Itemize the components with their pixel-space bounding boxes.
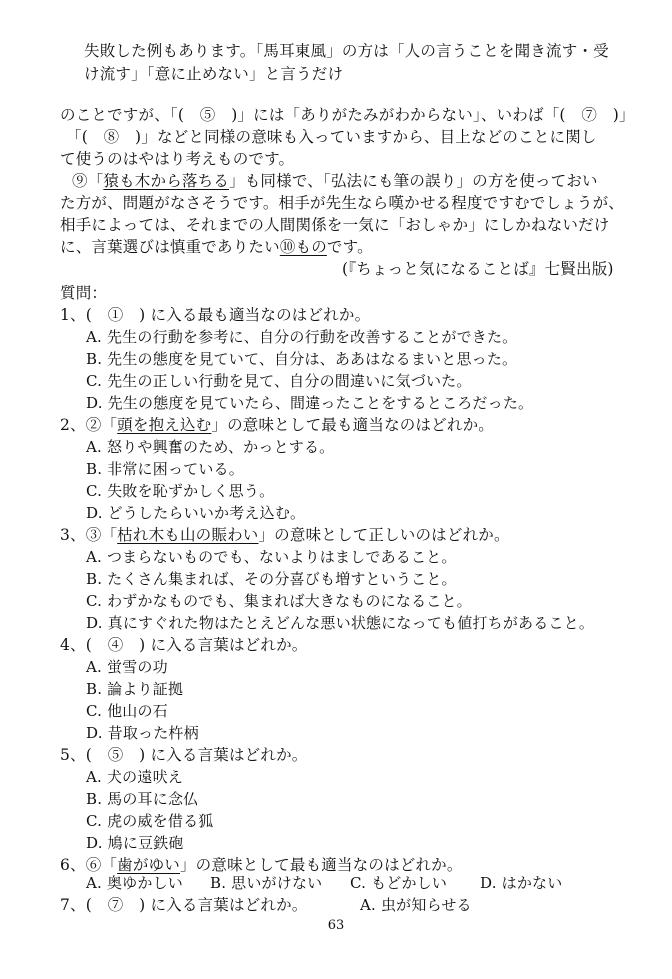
- question-5-stem: 5、( ⑤ ) に入る言葉はどれか。: [60, 746, 308, 764]
- passage-line-6-pre: ⑨「: [72, 172, 104, 190]
- question-1-stem: 1、( ① ) に入る最も適当なのはどれか。: [60, 306, 371, 324]
- passage-line-3: のことですが、「( ⑤ )」には「ありがたみがわからない」、いわば「( ⑦ )」: [60, 106, 635, 124]
- question-2-stem: [60, 414, 494, 436]
- question-1-option-d: D. 先生の態度を見ていたら、間違ったことをするところだった。: [86, 394, 534, 412]
- question-5-option-d: D. 鳩に豆鉄砲: [86, 834, 184, 852]
- question-5-option-c: C. 虎の威を借る狐: [86, 812, 214, 830]
- question-2-option-c: C. 失敗を恥ずかしく思う。: [86, 482, 275, 500]
- question-2-option-d: D. どうしたらいいか考え込む。: [86, 504, 306, 522]
- passage-line-9-post: です。: [326, 238, 373, 256]
- question-1-option-b: B. 先生の態度を見ていて、自分は、ああはなるまいと思った。: [86, 350, 518, 368]
- passage-line-9: [60, 236, 373, 258]
- question-2-option-b: B. 非常に困っている。: [86, 460, 244, 478]
- underlined-phrase-10: ⑩もの: [279, 238, 327, 256]
- question-1-option-a: A. 先生の行動を参考に、自分の行動を改善することができた。: [86, 328, 518, 346]
- question-4-stem: 4、( ④ ) に入る言葉はどれか。: [60, 636, 308, 654]
- passage-line-6: [72, 170, 598, 192]
- page-number: 63: [327, 918, 345, 933]
- question-7-option-a: A. 虫が知らせる: [360, 896, 472, 914]
- question-2-stem-pre: 2、②「: [60, 416, 118, 434]
- question-6-option-b: B. 思いがけない: [210, 874, 323, 892]
- question-2-underlined: 頭を抱え込む: [117, 416, 212, 434]
- questions-header: 質問：: [60, 284, 108, 302]
- question-3-option-c: C. わずかなものでも、集まれば大きなものになること。: [86, 592, 472, 610]
- question-4-option-c: C. 他山の石: [86, 702, 168, 720]
- question-6-option-c: C. もどかしい: [350, 874, 448, 892]
- passage-line-6-post: 」も同様で、「弘法にも筆の誤り」の方を使っておい: [229, 172, 598, 190]
- passage-line-9-pre: に、言葉選びは慎重でありたい: [60, 238, 280, 256]
- question-6-option-a: A. 奥ゆかしい: [86, 874, 183, 892]
- question-3-underlined: 枯れ木も山の賑わい: [117, 526, 259, 544]
- passage-line-2: け流す」「意に止めない」と言うだけ: [84, 65, 344, 83]
- question-6-underlined: 歯がゆい: [117, 856, 180, 874]
- question-3-option-b: B. たくさん集まれば、その分喜びも増すということ。: [86, 570, 457, 588]
- question-6-option-d: D. はかない: [480, 874, 563, 892]
- question-5-option-b: B. 馬の耳に念仏: [86, 790, 199, 808]
- question-1-option-c: C. 先生の正しい行動を見て、自分の間違いに気づいた。: [86, 372, 472, 390]
- question-6-stem-pre: 6、⑥「: [60, 856, 118, 874]
- question-7-stem: 7、( ⑦ ) に入る言葉はどれか。: [60, 896, 308, 914]
- passage-line-5: て使うのはやはり考えものです。: [60, 150, 295, 168]
- question-3-stem-pre: 3、③「: [60, 526, 118, 544]
- question-4-option-d: D. 昔取った杵柄: [86, 724, 199, 742]
- question-6-stem-post: 」の意味として最も適当なのはどれか。: [179, 856, 463, 874]
- question-3-stem: [60, 524, 510, 546]
- question-4-option-b: B. 論より証拠: [86, 680, 184, 698]
- question-2-stem-post: 」の意味として最も適当なのはどれか。: [211, 416, 494, 434]
- question-4-option-a: A. 蛍雪の功: [86, 658, 168, 676]
- source-citation: (『ちょっと気になることば』七賢出版): [342, 260, 614, 278]
- passage-line-7: た方が、問題がなさそうです。相手が先生なら嘆かせる程度ですむでしょうが、: [60, 194, 624, 212]
- passage-line-8: 相手によっては、それまでの人間関係を一気に「おしゃか」にしかねないだけ: [60, 216, 610, 234]
- passage-line-4: 「( ⑧ )」などと同様の意味も入っていますから、目上などのことに関し: [66, 128, 597, 146]
- question-3-option-a: A. つまらないものでも、ないよりはましであること。: [86, 548, 457, 566]
- question-3-stem-post: 」の意味として正しいのはどれか。: [258, 526, 510, 544]
- underlined-phrase-9: 猿も木から落ちる: [103, 172, 230, 190]
- passage-line-1: 失敗した例もあります。「馬耳東風」の方は「人の言うことを聞き流す・受: [84, 42, 609, 60]
- question-5-option-a: A. 犬の遠吠え: [86, 768, 183, 786]
- question-2-option-a: A. 怒りや興奮のため、かっとする。: [86, 438, 335, 456]
- question-3-option-d: D. 真にすぐれた物はたとえどんな悪い状態になっても値打ちがあること。: [86, 614, 595, 632]
